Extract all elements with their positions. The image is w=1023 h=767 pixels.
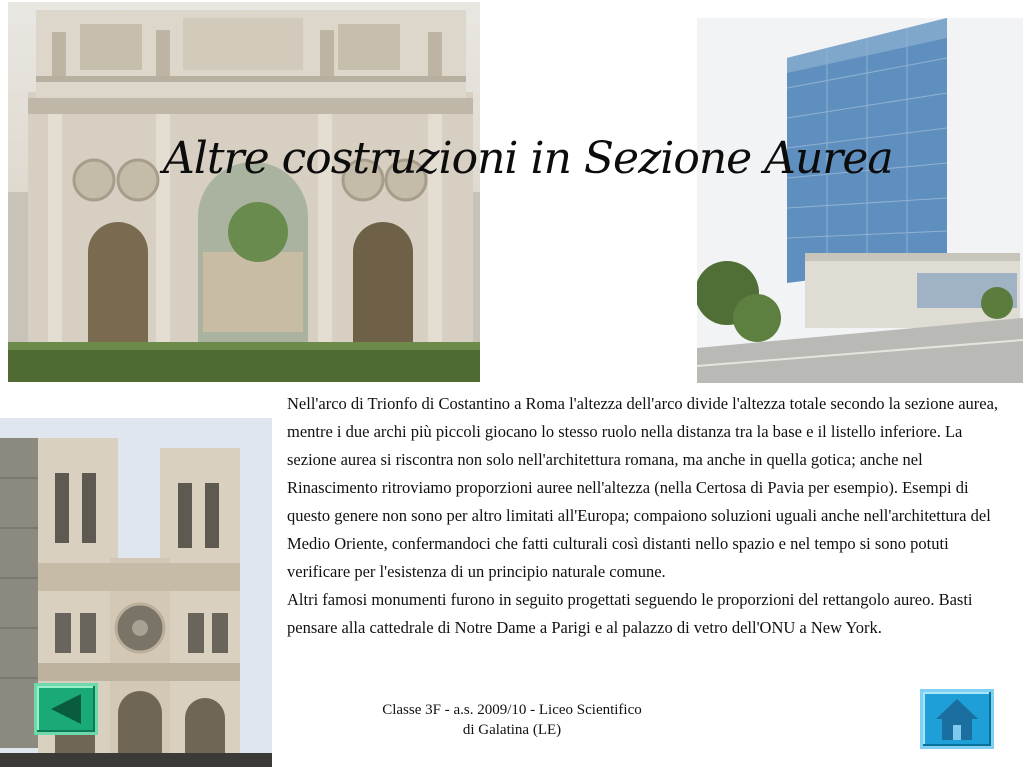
house-icon <box>923 692 991 746</box>
footer-credit <box>340 700 684 740</box>
paragraph-arch-description: Nell'arco di Trionfo di Costantino a Roma l'altezza dell'arco divide l'altezza totale secondo la sezione aurea, mentre i due archi più piccoli giocano lo stesso ruolo nella distanza tra la base e il listello inferiore. La sezione aurea si riscontra non solo nell'architettura romana, ma anche in quella gotica; anche nel Rinascimento ritroviamo proporzioni auree nell'altezza (nella Certosa di Pavia per esempio). Esempi di questo genere non sono per altro limitati all'Europa; compaiono soluzioni uguali anche nell'architettura del Medio Oriente, confermandoci che fatti culturali così distanti nello spazio e nel tempo si sono potuti verificare per l'esistenza di un principio naturale comune. <box>287 394 999 581</box>
body-text <box>287 390 1011 642</box>
back-button[interactable] <box>34 683 98 735</box>
triangle-left-icon <box>37 686 95 732</box>
paragraph-monuments: Altri famosi monumenti furono in seguito progettati seguendo le proporzioni del rettangolo aureo. Basti pensare alla cattedrale di Notre Dame a Parigi e al palazzo di vetro dell'ONU a New York. <box>287 590 973 637</box>
un-headquarters-image <box>697 18 1023 383</box>
slide-title: Altre costruzioni in Sezione Aurea <box>163 133 893 184</box>
arch-of-constantine-image <box>8 2 480 382</box>
footer-line-1: Classe 3F - a.s. 2009/10 - Liceo Scientifico <box>382 702 642 718</box>
home-button[interactable] <box>920 689 994 749</box>
footer-line-2: di Galatina (LE) <box>462 722 562 738</box>
